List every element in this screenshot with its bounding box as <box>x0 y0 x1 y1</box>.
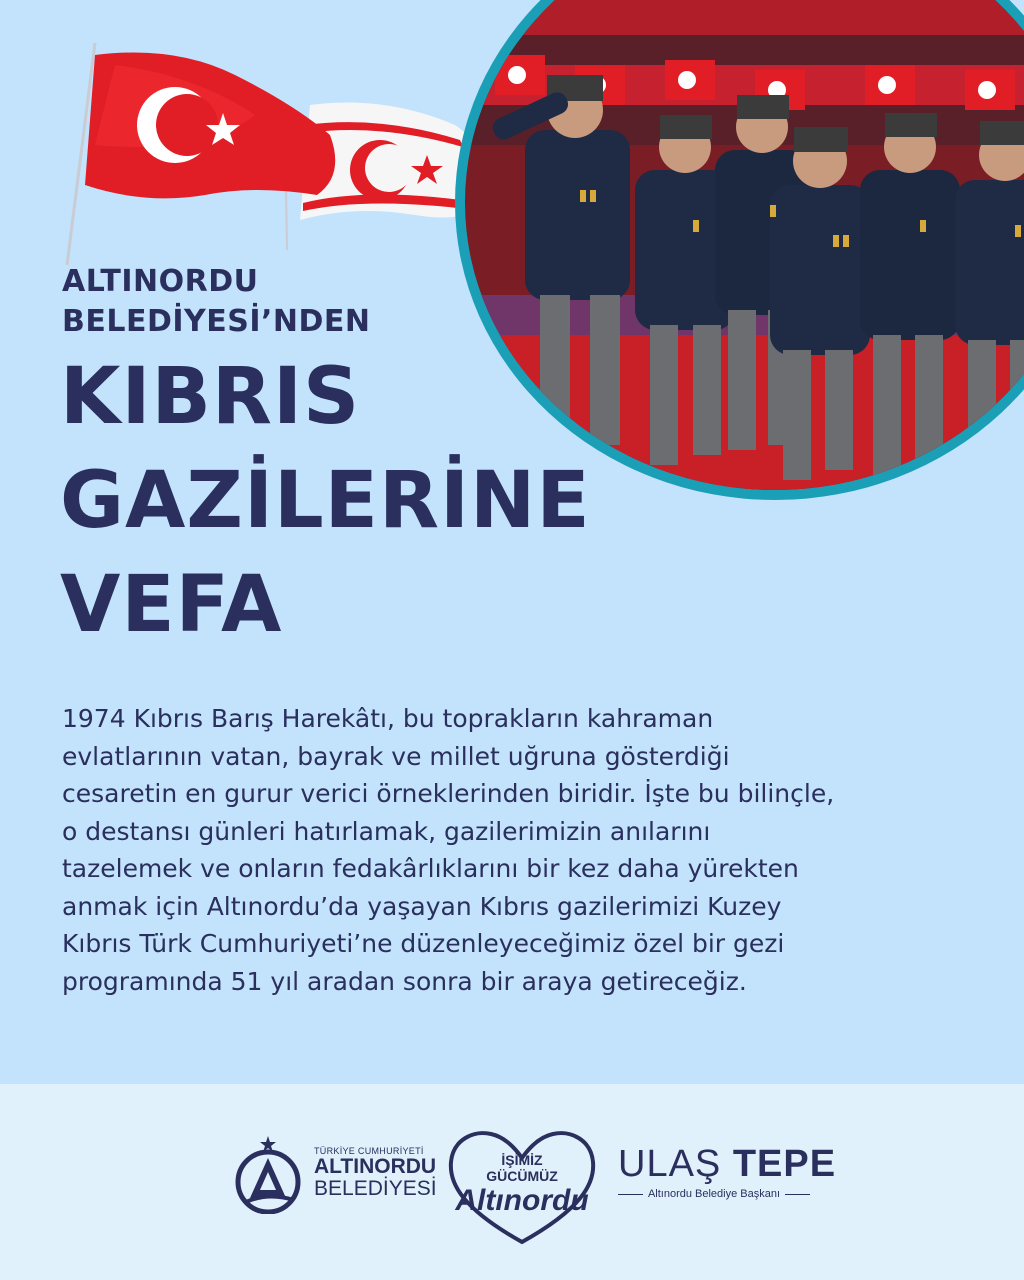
municipality-small-text: TÜRKİYE CUMHURİYETİ <box>314 1146 424 1156</box>
mayor-title-row <box>618 1188 810 1200</box>
slogan-logo <box>443 1124 601 1246</box>
mayor-first-name: ULAŞ <box>618 1143 722 1185</box>
body-line: anmak için Altınordu’da yaşayan Kıbrıs gazilerimizi Kuzey <box>62 891 782 921</box>
body-paragraph <box>62 700 982 1000</box>
municipality-type: BELEDİYESİ <box>314 1177 437 1200</box>
body-line: Kıbrıs Türk Cumhuriyeti’ne düzenleyeceğimiz özel bir gezi <box>62 929 785 958</box>
slogan-line-3: Altınordu <box>455 1184 589 1217</box>
mayor-name <box>618 1143 837 1185</box>
mayor-title: Altınordu Belediye Başkanı <box>647 1188 781 1200</box>
municipality-name: ALTINORDU <box>314 1155 437 1178</box>
slogan-line-1: İŞİMİZ <box>501 1152 543 1168</box>
kicker-line-2: BELEDİYESİ’NDEN <box>62 304 371 339</box>
divider <box>618 1194 643 1195</box>
body-line: cesaretin en gurur verici örneklerinden biridir. İşte bu bilinçle, <box>62 779 835 808</box>
municipality-emblem-icon <box>228 1134 308 1214</box>
headline-line-2: GAZİLERİNE <box>60 456 591 546</box>
body-line: tazelemek ve onların fedakârlıklarını bir kez daha yürekten <box>62 854 799 883</box>
slogan-text <box>443 1152 601 1218</box>
body-line: evlatlarının vatan, bayrak ve millet uğruna gösterdiği <box>62 741 730 771</box>
body-line: 1974 Kıbrıs Barış Harekâtı, bu toprakların kahraman <box>62 704 714 733</box>
municipality-logo <box>228 1134 437 1214</box>
body-line: o destansı günleri hatırlamak, gazilerimizin anılarını <box>62 816 711 846</box>
headline-line-3: VEFA <box>60 560 283 650</box>
slogan-line-2: GÜCÜMÜZ <box>486 1168 558 1184</box>
headline <box>60 345 680 657</box>
headline-line-1: KIBRIS <box>60 352 361 442</box>
footer <box>0 1084 1024 1280</box>
turkish-flag <box>85 53 335 199</box>
body-line: programında 51 yıl aradan sonra bir araya getireceğiz. <box>62 966 747 996</box>
flags-graphic <box>55 35 515 275</box>
heading-kicker <box>62 262 482 342</box>
municipality-wordmark <box>314 1146 437 1200</box>
divider <box>785 1194 810 1195</box>
mayor-last-name: TEPE <box>732 1143 837 1185</box>
mayor-signature <box>618 1143 837 1214</box>
kicker-line-1: ALTINORDU <box>62 264 259 299</box>
